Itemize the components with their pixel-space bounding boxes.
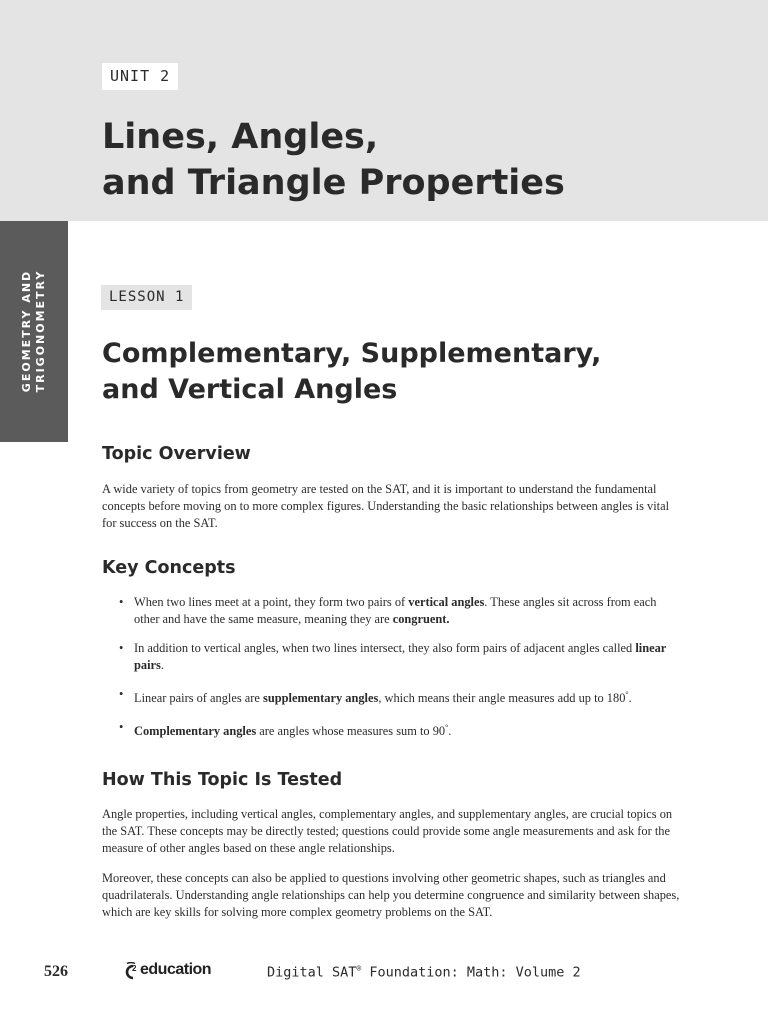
bullet-text: When two lines meet at a point, they form two pairs of	[134, 595, 409, 609]
how-tested-paragraph-1: Angle properties, including vertical angles, complementary angles, and supplementary angles, are crucial topics on the SAT. These concepts may be directly tested; questions could provide some angle measurements and ask for the measure of other angles based on these angle relationships.	[102, 807, 673, 855]
lesson-badge: LESSON 1	[101, 285, 192, 310]
unit-badge: UNIT 2	[102, 63, 178, 90]
unit-title	[102, 114, 722, 206]
lesson-title-line-1: Complementary, Supplementary,	[102, 338, 602, 369]
bullet-term: supplementary angles	[263, 691, 379, 705]
how-tested-heading: How This Topic Is Tested	[102, 770, 343, 790]
page-number: 526	[44, 963, 68, 980]
lesson-title-line-2: and Vertical Angles	[102, 374, 398, 405]
unit-title-line-2: and Triangle Properties	[102, 163, 565, 203]
bullet-text: . These angles sit across from each other and have the same measure, meaning they are	[134, 595, 657, 626]
svg-text:2: 2	[132, 964, 137, 973]
side-tab-line-2: TRIGONOMETRY	[34, 269, 47, 393]
bullet-text: , which means their angle measures add up to 180	[378, 691, 626, 705]
book-title-main: Digital SAT	[267, 964, 357, 981]
chapter-side-tab	[0, 221, 68, 442]
bullet-text: are angles whose measures sum to 90	[256, 724, 446, 738]
bullet-text: .	[628, 691, 632, 705]
registered-mark: ®	[356, 964, 362, 973]
key-concepts-heading: Key Concepts	[102, 558, 236, 578]
unit-title-line-1: Lines, Angles,	[102, 117, 379, 157]
chapter-side-tab-label	[20, 270, 48, 393]
key-concept-item	[117, 640, 682, 674]
key-concept-item	[117, 594, 682, 628]
degree-symbol: °	[625, 690, 629, 699]
c2-logo-wordmark: education	[140, 961, 212, 978]
bullet-text: .	[448, 724, 452, 738]
degree-symbol: °	[445, 723, 449, 732]
key-concepts-list	[117, 594, 682, 752]
book-title-subtitle: Foundation: Math: Volume 2	[361, 964, 581, 981]
bullet-term: linear pairs	[134, 641, 667, 672]
key-concept-item	[117, 719, 682, 740]
key-concept-item	[117, 686, 682, 707]
bullet-term: congruent.	[392, 612, 450, 626]
lesson-title	[102, 336, 722, 408]
bullet-term: vertical angles	[408, 595, 485, 609]
how-tested-paragraph-2: Moreover, these concepts can also be applied to questions involving other geometric shapes, such as triangles and quadrilaterals. Understanding angle relationships can help you determine congruence and similarity between shapes, which are key skills for solving more complex geometry problems on the SAT.	[102, 871, 680, 919]
book-title	[267, 964, 581, 981]
bullet-text: .	[160, 658, 164, 672]
bullet-text: Linear pairs of angles are	[134, 691, 264, 705]
c2-logo-icon	[122, 962, 140, 982]
topic-overview-text: A wide variety of topics from geometry are tested on the SAT, and it is important to understand the fundamental concepts before moving on to more complex figures. Understanding the basic relationships between angles is vital for success on the SAT.	[102, 482, 670, 530]
bullet-term: Complementary angles	[134, 724, 257, 738]
bullet-text: In addition to vertical angles, when two lines intersect, they also form pairs of adjacent angles called	[134, 641, 636, 655]
topic-overview-heading: Topic Overview	[102, 444, 251, 464]
side-tab-line-1: GEOMETRY AND	[20, 269, 33, 393]
